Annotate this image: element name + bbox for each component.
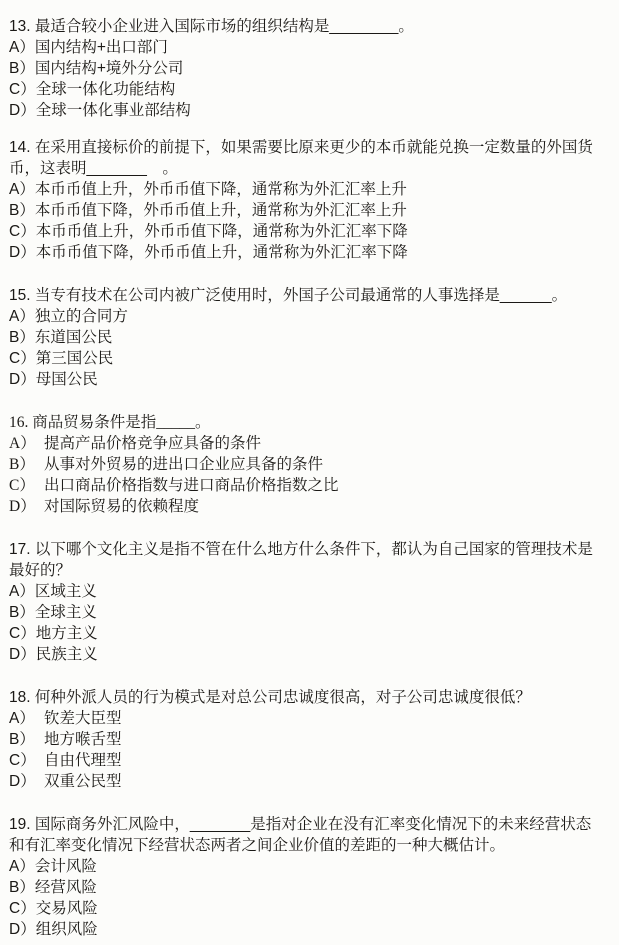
option-text: 母国公民 [35,371,98,388]
question-18-option-b [9,729,613,750]
question-15-option-a [9,306,613,327]
option-text: 国内结构+境外分公司 [34,60,184,77]
option-label: A） [9,39,35,56]
question-15-stem: 15. 当专有技术在公司内被广泛使用时，外国子公司最通常的人事选择是______。 [9,287,568,304]
question-16-option-a [9,433,613,454]
option-label: C） [9,350,36,367]
option-text: 双重公民型 [44,773,122,790]
option-text: 地方喉舌型 [44,731,122,748]
question-18-option-c [9,750,613,771]
option-text: 经营风险 [34,879,97,896]
question-15-option-c [9,348,613,369]
option-label: B） [9,202,35,219]
option-label: D） [9,371,36,388]
question-19-option-b [9,877,613,898]
question-17-stem-line-1: 17. 以下哪个文化主义是指不管在什么地方什么条件下，都认为自己国家的管理技术是 [9,541,593,558]
option-text: 提高产品价格竞争应具备的条件 [44,435,262,452]
option-text: 本币币值下降，外币币值上升，通常称为外汇汇率上升 [34,202,407,219]
option-label: D） [9,498,36,515]
option-text: 对国际贸易的依赖程度 [44,498,200,515]
question-14-stem-line-1: 14. 在采用直接标价的前提下，如果需要比原来更少的本币就能兑换一定数量的外国货 [9,139,593,156]
question-13-option-d [9,100,613,121]
option-text: 会计风险 [34,858,97,875]
option-label: A） [9,583,35,600]
question-14-option-d [9,242,613,263]
option-label: B） [9,329,35,346]
question-13-option-b [9,58,613,79]
option-label: D） [9,921,36,938]
question-19 [9,814,613,940]
question-16-stem: 16. 商品贸易条件是指_____。 [9,414,211,431]
option-text: 从事对外贸易的进出口企业应具备的条件 [44,456,324,473]
option-text: 国内结构+出口部门 [34,39,168,56]
option-label: D） [9,773,36,790]
question-13-option-c [9,79,613,100]
option-text: 全球一体化事业部结构 [35,102,191,119]
question-16 [9,412,613,517]
option-label: A） [9,710,35,727]
option-label: B） [9,456,35,473]
option-label: C） [9,81,36,98]
question-13-stem: 13. 最适合较小企业进入国际市场的组织结构是________。 [9,18,414,35]
option-label: C） [9,752,36,769]
question-18-option-d [9,771,613,792]
option-label: B） [9,604,35,621]
question-19-option-c [9,898,613,919]
option-label: D） [9,244,36,261]
question-14-option-a [9,179,613,200]
question-18-option-a [9,708,613,729]
question-17-option-b [9,602,613,623]
option-text: 钦差大臣型 [44,710,122,727]
question-13-option-a [9,37,613,58]
question-17-option-d [9,644,613,665]
option-text: 全球主义 [34,604,97,621]
question-13 [9,16,613,121]
question-16-option-d [9,496,613,517]
option-label: C） [9,477,35,494]
question-14 [9,137,613,263]
question-19-option-d [9,919,613,940]
option-text: 民族主义 [35,646,98,663]
option-text: 自由代理型 [44,752,122,769]
question-18-stem: 18. 何种外派人员的行为模式是对总公司忠诚度很高，对子公司忠诚度很低？ [9,689,531,706]
question-15-option-b [9,327,613,348]
option-text: 第三国公民 [35,350,114,367]
option-label: D） [9,102,36,119]
question-15-option-d [9,369,613,390]
option-text: 本币币值上升，外币币值下降，通常称为外汇汇率上升 [34,181,407,198]
question-17-stem-line-2: 最好的？ [9,562,72,579]
option-text: 东道国公民 [34,329,113,346]
option-text: 组织风险 [35,921,98,938]
option-label: C） [9,900,36,917]
option-text: 独立的合同方 [34,308,128,325]
option-label: A） [9,308,35,325]
option-text: 地方主义 [35,625,98,642]
option-label: A） [9,435,36,452]
option-label: B） [9,731,35,748]
option-text: 全球一体化功能结构 [35,81,176,98]
option-text: 出口商品价格指数与进口商品价格指数之比 [44,477,339,494]
question-18 [9,687,613,792]
question-17 [9,539,613,665]
option-label: B） [9,60,35,77]
question-19-option-a [9,856,613,877]
question-17-option-a [9,581,613,602]
option-label: C） [9,625,36,642]
question-16-option-b [9,454,613,475]
option-text: 区域主义 [34,583,97,600]
question-14-option-c [9,221,613,242]
option-label: A） [9,181,35,198]
question-17-option-c [9,623,613,644]
question-14-option-b [9,200,613,221]
question-14-stem-line-2: 币，这表明_______ 。 [9,160,178,177]
option-text: 交易风险 [35,900,98,917]
option-label: C） [9,223,36,240]
question-19-stem-line-2: 和有汇率变化情况下经营状态两者之间企业价值的差距的一种大概估计。 [9,837,506,854]
option-label: B） [9,879,35,896]
option-label: A） [9,858,35,875]
question-15 [9,285,613,390]
option-text: 本币币值下降，外币币值上升，通常称为外汇汇率下降 [35,244,408,261]
option-label: D） [9,646,36,663]
option-text: 本币币值上升，外币币值下降，通常称为外汇汇率下降 [35,223,408,240]
question-19-stem-line-1: 19. 国际商务外汇风险中，_______是指对企业在没有汇率变化情况下的未来经营状态 [9,816,592,833]
question-16-option-c [9,475,613,496]
